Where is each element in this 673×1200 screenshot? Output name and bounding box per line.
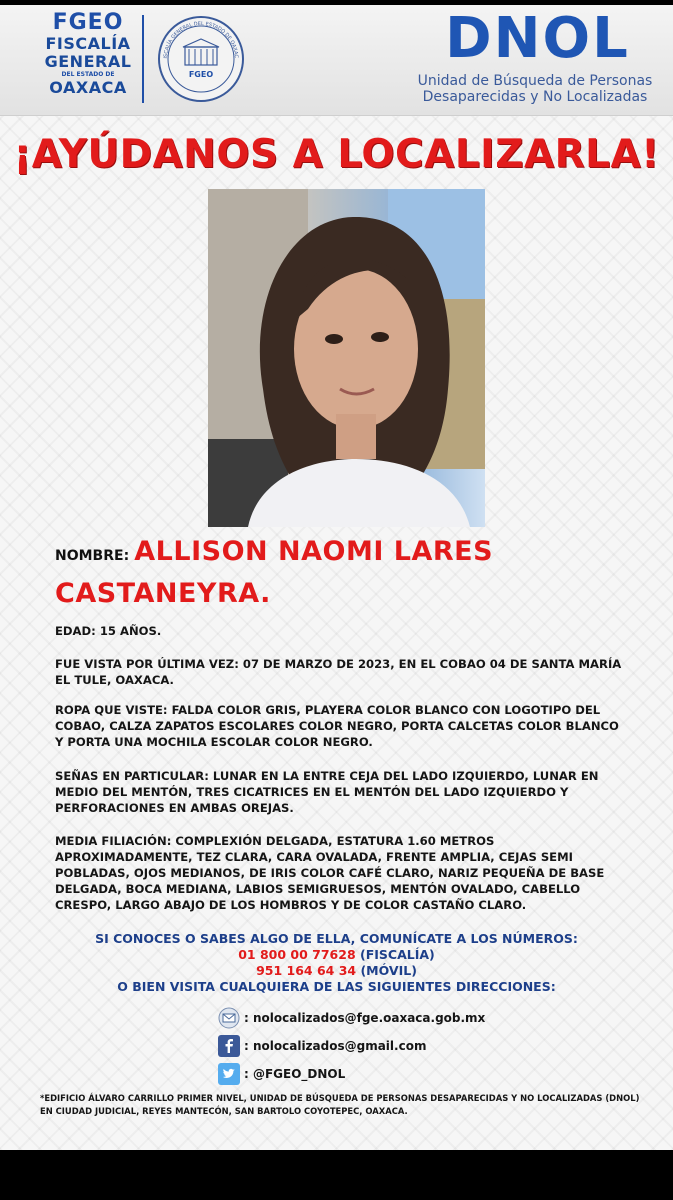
age-text: EDAD: 15 AÑOS. — [55, 624, 162, 638]
fgeo-logo — [42, 11, 134, 97]
fgeo-logo-mark: FGEO — [52, 10, 124, 35]
email-contact — [218, 1006, 518, 1030]
footer-address: *EDIFICIO ÁLVARO CARRILLO PRIMER NIVEL, UNIDAD DE BÚSQUEDA DE PERSONAS DESAPARECIDAS Y NO LOCALIZADAS (DNOL) EN CIUDAD JUDICIAL, REYES MANTECÓN, SAN BARTOLO COYOTEPEC, OAXACA. — [40, 1093, 640, 1116]
phone1-label: (FISCALÍA) — [360, 947, 435, 962]
name-line1: ALLISON NAOMI LARES — [134, 536, 494, 567]
contact-block — [0, 931, 673, 995]
missing-person-poster — [0, 5, 673, 1150]
phone1-number: 01 800 00 77628 — [238, 947, 356, 962]
fgeo-line-fiscalia: FISCALÍA — [45, 34, 131, 53]
name-line2: CASTANEYRA. — [55, 578, 271, 609]
distinguishing-marks-text: SEÑAS EN PARTICULAR: LUNAR EN LA ENTRE CEJA DEL LADO IZQUIERDO, LUNAR EN MEDIO DEL MENTÓN, TRES CICATRICES EN EL MENTÓN DEL LADO IZQUIERDO Y PERFORACIONES EN AMBAS OREJAS. — [55, 769, 599, 815]
twitter-contact — [218, 1062, 518, 1086]
fgeo-seal-icon — [157, 15, 245, 103]
email-address[interactable]: : nolocalizados@fge.oaxaca.gob.mx — [244, 1011, 486, 1025]
portrait-illustration — [208, 189, 485, 527]
header-divider — [142, 15, 144, 103]
email-icon — [218, 1007, 240, 1029]
dnol-logo-title: DNOL — [445, 6, 630, 71]
facebook-address[interactable]: : nolocalizados@gmail.com — [244, 1039, 427, 1053]
facebook-icon — [218, 1035, 240, 1057]
poster-header — [0, 5, 673, 116]
seal-ring-text: ISCALÍA GENERAL DEL ESTADO DE OAXAC — [162, 20, 240, 59]
dnol-subtitle-line1: Unidad de Búsqueda de Personas — [417, 73, 653, 89]
twitter-icon — [218, 1063, 240, 1085]
phone2-number: 951 164 64 34 — [256, 963, 357, 978]
facebook-contact — [218, 1034, 518, 1058]
name-label: NOMBRE: — [55, 548, 130, 564]
last-seen-text: FUE VISTA POR ÚLTIMA VEZ: 07 DE MARZO DE 2023, EN EL COBAO 04 DE SANTA MARÍA EL TULE, OAXACA. — [55, 657, 622, 687]
dnol-subtitle-line2: Desaparecidas y No Localizadas — [422, 89, 648, 105]
phone-fiscalia — [0, 947, 673, 963]
dnol-subtitle — [400, 73, 670, 105]
physical-description-text: MEDIA FILIACIÓN: COMPLEXIÓN DELGADA, ESTATURA 1.60 METROS APROXIMADAMENTE, TEZ CLARA, CARA OVALADA, FRENTE AMPLIA, CEJAS SEMI POBLADAS, OJOS MEDIANOS, DE IRIS COLOR CAFÉ CLARO, NARIZ PEQUEÑA DE BASE DELGADA, BOCA MEDIANA, LABIOS SEMIGRUESOS, MENTÓN OVALADO, CABELLO CRESPO, LARGO ABAJO DE LOS HOMBROS Y DE COLOR CASTAÑO CLARO. — [55, 834, 605, 912]
poster-headline: ¡AYÚDANOS A LOCALIZARLA! — [13, 132, 660, 177]
contact-intro: SI CONOCES O SABES ALGO DE ELLA, COMUNÍCATE A LOS NÚMEROS: — [95, 931, 578, 946]
fgeo-line-oaxaca: OAXACA — [49, 78, 127, 97]
fgeo-line-del-estado: DEL ESTADO DE — [61, 71, 115, 78]
phone2-label: (MÓVIL) — [360, 963, 417, 978]
fgeo-line-general: GENERAL — [44, 52, 132, 71]
seal-center-text: FGEO — [188, 70, 214, 79]
missing-person-photo — [208, 189, 485, 527]
visit-intro: O BIEN VISITA CUALQUIERA DE LAS SIGUIENTES DIRECCIONES: — [117, 979, 556, 994]
person-name-block — [55, 531, 635, 615]
twitter-handle[interactable]: : @FGEO_DNOL — [244, 1067, 346, 1081]
phone-movil — [0, 963, 673, 979]
clothing-text: ROPA QUE VISTE: FALDA COLOR GRIS, PLAYERA COLOR BLANCO CON LOGOTIPO DEL COBAO, CALZA ZAPATOS ESCOLARES COLOR NEGRO, PORTA CALCETAS COLOR BLANCO Y PORTA UNA MOCHILA ESCOLAR COLOR NEGRO. — [55, 703, 619, 749]
